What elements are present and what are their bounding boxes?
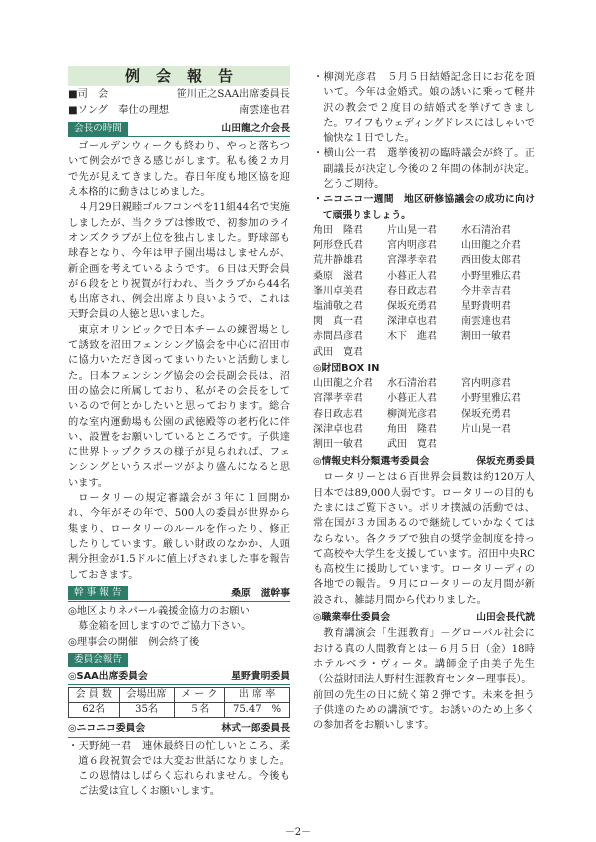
president-paragraph: 東京オリンピックで日本チームの練習場として誘致を沼田フェンシング協会を中心に沼田市に協力いただき図ってまいりたいと活動しました。日本フェンシング協会の会長副会長は、沼田の協会に所属しており、私がその会長をしているので何とかしたいと思っております。総合的な室内運動場も公園の武徳殿等の老朽化に伴い、設置をお願いしているところです。子供達に世界トップクラスの様子が見られれば、フェンシングというスポーツがより盛んになると思います。 <box>68 324 290 489</box>
name-cell: 今井幸吉君 <box>461 285 511 297</box>
name-cell: 深津卓也君 <box>387 316 437 328</box>
name-cell: 山田龍之介君 <box>313 378 373 390</box>
committee-tag: 委員会報告 <box>68 653 128 667</box>
song-line: ■ソング 奉仕の理想 南雲達也君 <box>68 104 290 116</box>
president-paragraph: ロータリーの規定審議会が３年に１回開かれ、今年がその年で、500人の委員が世界から集まり、ロータリーのルールを作ったり、修正したりしています。厳しい財政のなかか、人頭割分担金が1.5ドルに値上げされました事を報告しておきます。 <box>68 493 290 581</box>
name-cell: 宮内明彦君 <box>387 240 437 252</box>
secretary-tag: 幹 事 報 告 <box>68 586 128 600</box>
niconico-header: ◎ニコニコ委員会 林式一郎委員長 <box>68 721 290 737</box>
name-cell: 荒井静雄君 <box>313 255 363 267</box>
secretary-name: 桑原 滋幹事 <box>231 587 290 599</box>
name-cell: 南雲達也君 <box>461 316 511 328</box>
name-cell: 武田 寛君 <box>313 346 363 358</box>
name-cell: 関 真一君 <box>313 316 363 328</box>
table-header: 出 席 率 <box>225 688 290 703</box>
name-cell: 割田一敏君 <box>313 438 363 450</box>
name-cell: 保坂充勇君 <box>387 300 437 312</box>
name-cell: 小暮正人君 <box>387 393 437 405</box>
table-header: 会場出席 <box>119 688 174 703</box>
table-cell: 75.47 % <box>225 703 290 718</box>
page-title: 例会報告 <box>68 66 290 86</box>
shokugyo-text: 教育講演会「生涯教育」－グローバル社会における真の人間教育とは－６月５日（金）18時ホテルベラ・ヴィータ。講師金子由美子先生（公益財団法人野村生涯教育センター理事長）。 <box>313 628 535 686</box>
name-cell: 塩浦敬之君 <box>313 300 363 312</box>
name-cell: 赤間昌彦君 <box>313 331 363 343</box>
president-paragraph: ４月29日親睦ゴルフコンペを11組44名で実施しましたが、当クラブは惨敗で、初参加のライオンズクラブが上位を独占しました。野球部も球春となり、今年は甲子園出場はしませんが、新企画を考えているようです。６日は天野会員が６段をとり祝賀が行われ、当クラブから44名も出席され、例会出席より良いようで、これは天野会員の人徳と思いました。 <box>68 202 290 321</box>
name-cell <box>461 437 535 452</box>
name-cell: 峯川卓美君 <box>313 285 363 297</box>
name-cell: 柳渕光彦君 <box>387 408 437 420</box>
name-cell: 片山晃一君 <box>387 224 437 236</box>
name-cell: 宮澤孝幸君 <box>313 393 363 405</box>
name-cell: 小野里雅広君 <box>461 270 521 282</box>
table-header: メ ー ク <box>174 688 225 703</box>
niconico-entry: ・天野純一君 連休最終日の忙しいところ、柔道６段祝賀会では大変お世話になりました。この恩情はしばらく忘れられません。今後もご法愛は宜しくお願いします。 <box>68 740 290 798</box>
name-cell: 小暮正人君 <box>387 270 437 282</box>
niconico-entry: ・横山公一君 選挙後初の臨時議会が終了。正副議長が決定し今後の２年間の体制が決定。乞うご期待。 <box>313 148 535 191</box>
table-header: 会 員 数 <box>69 688 120 703</box>
name-cell: 宮内明彦君 <box>461 378 511 390</box>
info-header: ◎情報史料分類選考委員会 保坂充勇委員 <box>313 456 535 468</box>
committee-section-header <box>68 653 290 667</box>
name-cell: 割田一敏君 <box>461 331 511 343</box>
table-cell: 62名 <box>69 703 120 718</box>
attendance-table <box>68 687 290 718</box>
left-column <box>68 66 290 800</box>
name-cell: 深津卓也君 <box>313 423 363 435</box>
secretary-line: 募金箱を回しますのでご協力下さい。 <box>68 621 252 633</box>
right-column <box>313 70 535 733</box>
shokugyo-header: ◎職業奉仕委員会 山田会長代読 <box>313 612 535 624</box>
name-cell: 春日政志君 <box>313 408 363 420</box>
name-cell: 武田 寛君 <box>387 438 437 450</box>
niconico-entry: ・柳渕光彦君 ５月５日結婚記念日にお花を頂いて。今年は金婚式。娘の誘いに乗って軽井沢の教会で２度目の結婚式を挙げてきました。ワイフもウェディングドレスにはしゃいで愉快な１日でした。 <box>313 72 535 145</box>
name-cell: 片山晃一君 <box>461 423 511 435</box>
zaidan-header: ◎財団BOX IN <box>313 362 380 374</box>
name-cell: 木下 進君 <box>387 331 437 343</box>
table-cell: 35名 <box>119 703 174 718</box>
president-section-header <box>68 121 290 137</box>
name-cell: 宮澤孝幸君 <box>387 255 437 267</box>
info-text: ロータリーとは６百世界会員数は約120万人日本では89,000人弱です。ロータリーの目的もたまにはご覧下さい。ポリオ撲滅の活動では、常在国が３カ国あるので継続していかなくてはならない。各クラブで独自の奨学金制度を持って高校や大学生を支援しています。沼田中央RCも高校生に援助しています。ロータリーディの各地での報告。９月にロータリーの友月間が新設され、雑誌月間から代わりました。 <box>313 472 535 606</box>
page-number: －2－ <box>284 827 312 838</box>
saa-header: ◎SAA出席委員会 星野貴明委員 <box>68 669 290 685</box>
niconico-week-header: ・ニコニコ一週間 地区研修協議会の成功に向けて頑張りましょう。 <box>313 194 535 221</box>
table-cell: ５名 <box>174 703 225 718</box>
name-cell: 保坂充勇君 <box>461 408 511 420</box>
name-cell: 小野里雅広君 <box>461 393 521 405</box>
name-cell: 桑原 滋君 <box>313 270 363 282</box>
name-cell: 西田俊太郎君 <box>461 255 521 267</box>
name-cell: 角田 隆君 <box>313 224 363 236</box>
president-tag: 会長の時間 <box>68 122 128 136</box>
name-cell <box>387 345 461 360</box>
name-cell: 水石清治君 <box>387 378 437 390</box>
niconico-week-names <box>313 223 535 360</box>
name-cell: 水石清治君 <box>461 224 511 236</box>
name-cell: 阿形登氏君 <box>313 240 363 252</box>
secretary-section-header <box>68 586 290 602</box>
shokugyo-text-2: 前回の先生の日に続く第２弾です。未来を担う子供達のための講演です。お誘いのため上多くの参加者をお願いします。 <box>313 689 535 732</box>
president-paragraph: ゴールデンウィークも終わり、やっと落ちついて例会ができる感じがします。私も後２カ月で先が見えてきました。春日年度も地区協を迎え本格的に動きはじめました。 <box>68 141 290 199</box>
name-cell: 角田 隆君 <box>387 423 437 435</box>
name-cell: 山田龍之介君 <box>461 240 521 252</box>
chair-line: ■司 会 笹川正之SAA出席委員長 <box>68 89 290 101</box>
secretary-line: ◎理事会の開催 例会終了後 <box>68 636 200 648</box>
name-cell <box>461 345 535 360</box>
name-cell: 春日政志君 <box>387 285 437 297</box>
secretary-line: ◎地区よりネパール義援金協力のお願い <box>68 606 250 618</box>
zaidan-names <box>313 376 535 452</box>
name-cell: 星野貴明君 <box>461 300 511 312</box>
president-name: 山田龍之介会長 <box>221 122 290 134</box>
